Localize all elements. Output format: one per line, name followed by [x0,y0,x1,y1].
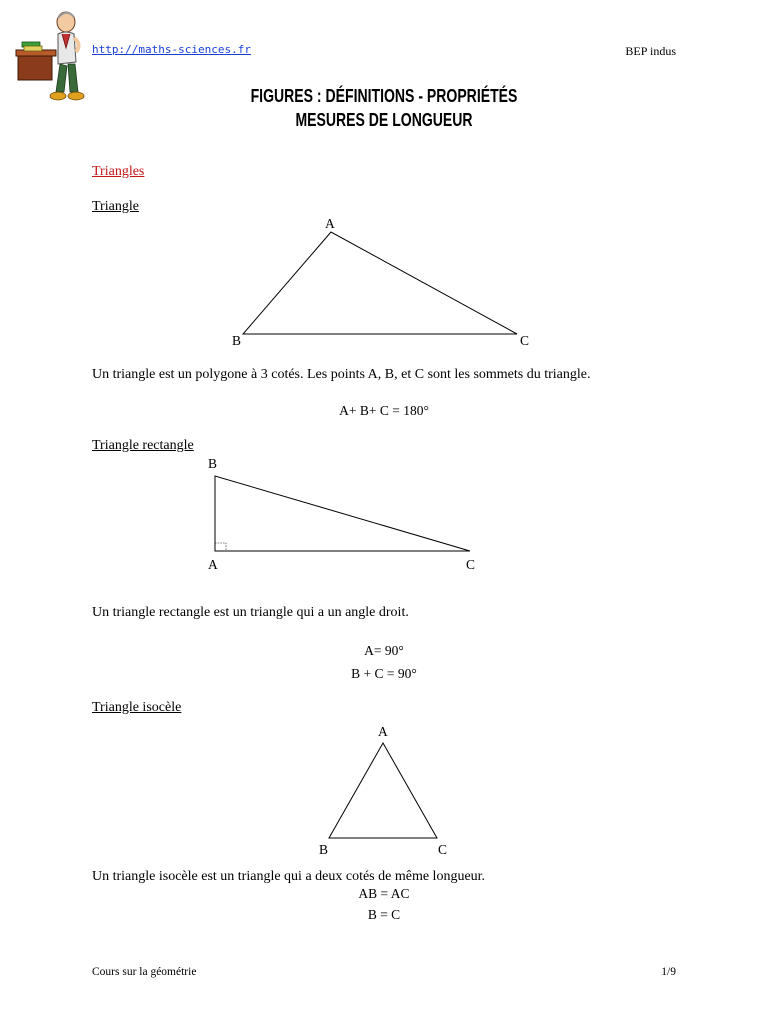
footer-course-title: Cours sur la géométrie [92,966,197,978]
heading-triangle: Triangle [92,199,139,214]
right-triangle-description: Un triangle rectangle est un triangle qui a un angle droit. [92,605,409,620]
section-title-triangles: Triangles [92,164,145,179]
heading-isosceles-triangle: Triangle isocèle [92,700,182,715]
right-triangle-shape [215,476,470,551]
triangle-vertex-c: C [520,333,530,348]
right-angle-marker [215,543,226,551]
site-link[interactable]: http://maths-sciences.fr [92,43,251,56]
right-triangle-vertex-a: A [208,557,218,572]
isosceles-description: Un triangle isocèle est un triangle qui a deux cotés de même longueur. [92,869,486,884]
triangle-vertex-b: B [232,333,242,348]
right-triangle-vertex-c: C [466,557,476,572]
teacher-illustration [12,8,92,108]
isosceles-vertex-c: C [438,842,448,857]
level-label: BEP indus [625,44,676,58]
isosceles-vertex-a: A [378,724,388,739]
right-triangle-formula-1: A= 90° [364,643,404,658]
triangle-description: Un triangle est un polygone à 3 cotés. Les points A, B, et C sont les sommets du triangle. [92,367,591,382]
right-triangle-vertex-b: B [208,456,218,471]
triangle-shape [243,232,517,334]
page-title-line-1: FIGURES : DÉFINITIONS - PROPRIÉTÉS [250,86,518,106]
page-title-line-2: MESURES DE LONGUEUR [295,110,473,130]
right-triangle-formula-2: B + C = 90° [351,666,417,681]
triangle-vertex-a: A [325,216,335,231]
footer-page-number: 1/9 [661,966,676,978]
teacher-logo [12,8,92,108]
heading-right-triangle: Triangle rectangle [92,438,194,453]
isosceles-vertex-b: B [319,842,329,857]
isosceles-triangle-shape [329,743,437,838]
isosceles-formula-1: AB = AC [358,886,410,901]
isosceles-formula-2: B = C [367,907,401,922]
triangle-angle-sum-formula: A+ B+ C = 180° [339,403,429,418]
